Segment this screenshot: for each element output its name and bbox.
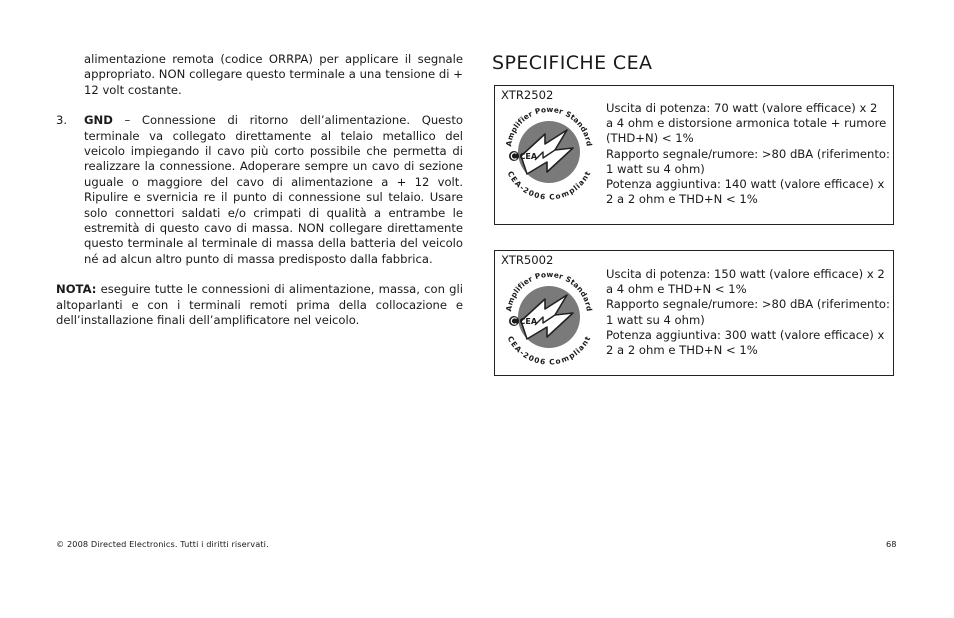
cea-compliance-badge — [499, 100, 599, 200]
badge-arc-bottom: CEA-2006 Compliant — [505, 334, 593, 365]
note-label: NOTA: — [56, 282, 97, 297]
model-name: XTR2502 — [501, 88, 554, 102]
spec-line: a 4 ohm e distorsione armonica totale + rumore — [606, 116, 887, 131]
item-body — [84, 113, 463, 267]
spec-line: 1 watt su 4 ohm) — [606, 312, 705, 327]
page-number: 68 — [886, 539, 897, 549]
spec-line: Uscita di potenza: 150 watt (valore efficace) x 2 — [606, 267, 885, 281]
spec-line: Potenza aggiuntiva: 140 watt (valore efficace) x — [606, 177, 885, 192]
note-paragraph — [56, 282, 463, 328]
spec-line: Rapporto segnale/rumore: >80 dBA (riferimento: — [606, 146, 890, 161]
spec-line: 2 a 2 ohm e THD+N < 1% — [606, 343, 758, 358]
badge-arc-top: Amplifier Power Standard — [504, 269, 594, 313]
spec-line: Uscita di potenza: 70 watt (valore efficace) x 2 — [606, 101, 878, 115]
spec-line: a 4 ohm e THD+N < 1% — [606, 282, 747, 297]
badge-arc-top: Amplifier Power Standard — [504, 104, 594, 148]
spec-line: 1 watt su 4 ohm) — [606, 161, 705, 176]
spec-lines — [606, 267, 892, 358]
spec-box-xtr2502 — [494, 85, 894, 225]
spec-line: (THD+N) < 1% — [606, 131, 694, 146]
item-number: 3. — [56, 113, 68, 128]
model-name: XTR5002 — [501, 253, 554, 267]
cea-compliance-badge — [499, 265, 599, 365]
spec-line: 2 a 2 ohm e THD+N < 1% — [606, 192, 758, 207]
spec-box-xtr5002 — [494, 250, 894, 376]
footer-copyright: © 2008 Directed Electronics. Tutti i diritti riservati. — [56, 539, 269, 549]
section-title: SPECIFICHE CEA — [492, 52, 653, 74]
note-text: eseguire tutte le connessioni di alimentazione, massa, con gli altoparlanti e con i terminali remoti prima della collocazione e dell’installazione finali dell’amplificatore nel veicolo. — [56, 282, 463, 328]
cea-logo-text: CEA — [519, 317, 538, 327]
spec-line: Rapporto segnale/rumore: >80 dBA (riferimento: — [606, 297, 890, 312]
left-column — [56, 52, 463, 344]
continuation-paragraph: alimentazione remota (codice ORRPA) per applicare il segnale appropriato. NON collegare questo terminale a una tensione di + 12 volt costante. — [84, 52, 463, 97]
item-text: – Connessione di ritorno dell’alimentazione. Questo terminale va collegato direttamente al telaio metallico del veicolo impiegando il cavo più corto possibile che permetta di realizzare la connessione. Adoperare sempre un cavo di sezione uguale o maggiore del cavo di alimentazione a + 12 volt. Ripulire e svernicia re il punto di connessione sul telaio. Usare solo connettori saldati e/o crimpati di qualità a entrambe le estremità di questo cavo di massa. NON collegare direttamente questo terminale al terminale di massa della batteria del veicolo né ad alcun altro punto di massa predisposto dalla fabbrica. — [84, 113, 463, 266]
list-item-gnd — [56, 113, 463, 267]
spec-lines — [606, 101, 892, 207]
spec-line: Potenza aggiuntiva: 300 watt (valore efficace) x — [606, 327, 885, 342]
badge-arc-bottom: CEA-2006 Compliant — [505, 169, 593, 200]
cea-logo-text: CEA — [519, 152, 538, 162]
right-column — [492, 50, 896, 76]
item-term: GND — [84, 113, 113, 128]
